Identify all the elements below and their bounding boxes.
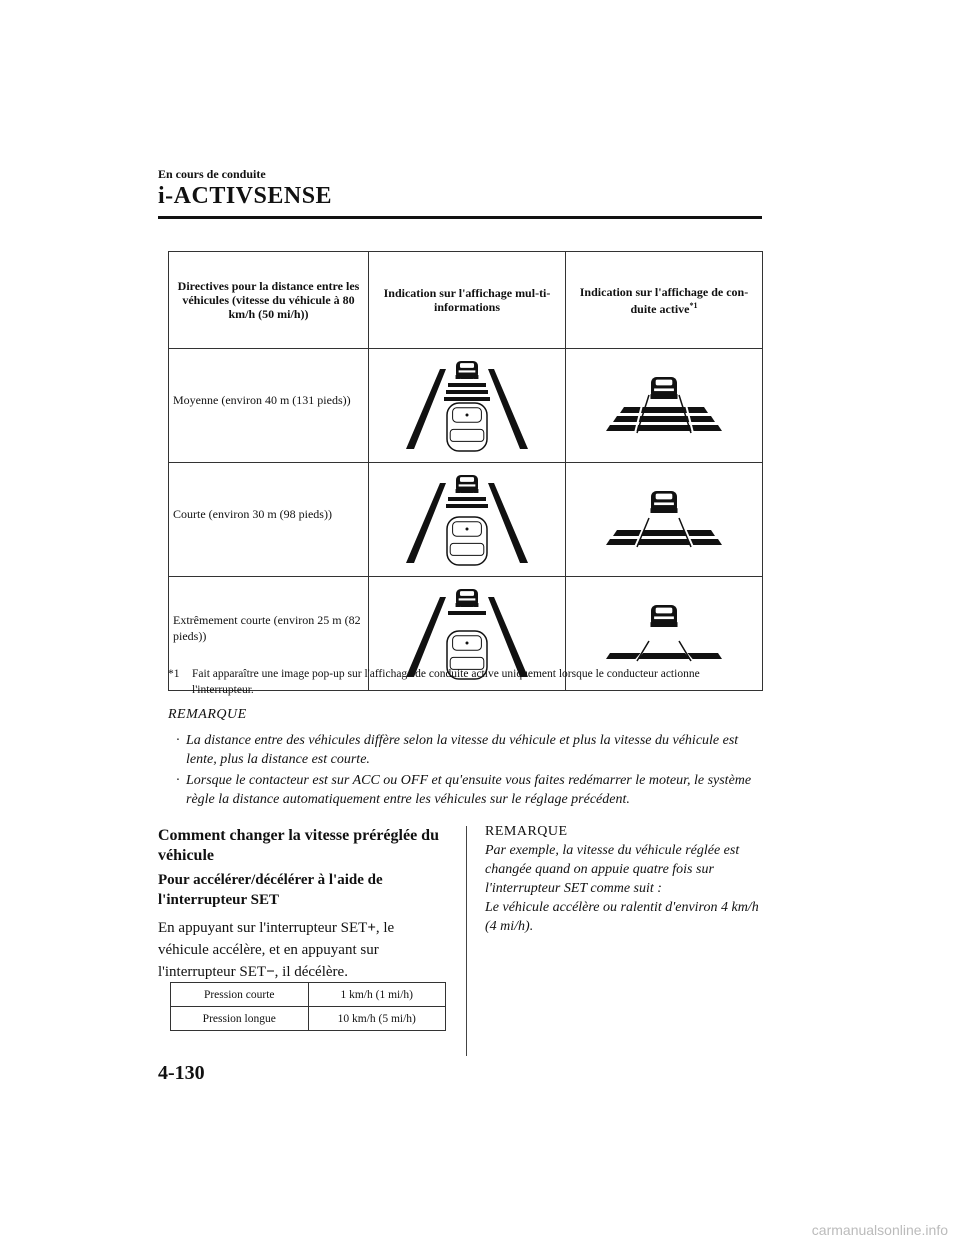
distance-bar [620,407,708,413]
note-title: REMARQUE [168,707,247,722]
distance-bar [444,397,490,401]
distance-bar [448,383,486,387]
active-display-graphic-cell [566,463,763,577]
press-value: 10 km/h (5 mi/h) [308,1007,446,1031]
table-header-row [169,252,763,349]
note-item [170,731,770,769]
lane-line-right [488,369,528,449]
header-active-display-text: Indication sur l'affichage de con-duite active [579,284,749,316]
header-distance: Directives pour la distance entre les véhicules (vitesse du véhicule à 80 km/h (50 mi/h)) [169,252,369,349]
note-item-text: La distance entre des véhicules diffère selon la vitesse du véhicule et plus la vitesse du véhicule est lente, plus la distance est courte. [186,733,739,767]
footnote-mark: *1 [689,300,698,310]
active-display-graphic-cell [566,349,763,463]
own-vehicle-icon [447,403,487,451]
watermark: carmanualsonline.info [811,1222,948,1238]
distance-bar [613,530,715,536]
column-divider [466,826,467,1056]
body-text-3: , il décélère. [274,964,348,980]
press-value: 1 km/h (1 mi/h) [308,983,446,1007]
lane-line-right [488,483,528,563]
title-rule [158,216,762,219]
section-body [158,917,448,983]
note-item-text: Lorsque le contacteur est sur ACC ou OFF et qu'ensuite vous faites redémarrer le moteur, le système règle la distance automatiquement entre les véhicules sur le réglage précédent. [186,773,752,807]
plus-icon: + [367,920,376,936]
note2 [485,822,765,936]
lead-vehicle-icon [650,491,677,513]
row-label: Courte (environ 30 m (98 pieds)) [169,463,369,577]
table-row [171,1007,446,1031]
table-row [169,463,763,577]
section-label: En cours de conduite [158,167,266,181]
lead-vehicle-icon [650,605,677,627]
own-vehicle-icon [447,517,487,565]
distance-table [168,251,763,691]
distance-bar [448,611,486,615]
distance-bar [613,416,715,422]
multi-info-distance-icon [402,473,532,567]
section-heading: Comment changer la vitesse préréglée du véhicule [158,827,439,864]
distance-bar [606,539,722,545]
lead-vehicle-icon [456,589,479,607]
press-type: Pression courte [171,983,309,1007]
press-table [170,982,446,1031]
active-display-distance-icon [597,371,731,441]
distance-bar [606,653,722,659]
active-display-distance-icon [597,485,731,555]
page-title: i-ACTIVSENSE [158,183,333,209]
lane-line-left [406,483,446,563]
lead-vehicle-icon [456,361,479,379]
distance-bar [606,425,722,431]
footnote [168,666,764,698]
press-type: Pression longue [171,1007,309,1031]
section-subheading: Pour accélérer/décélérer à l'aide de l'interrupteur SET [158,872,383,908]
footnote-text: Fait apparaître une image pop-up sur l'affichage de conduite active uniquement lorsque le conducteur actionne l'interrupteur. [192,668,700,696]
table-row [171,983,446,1007]
distance-bar [446,390,488,394]
row-label: Extrêmement courte (environ 25 m (82 pieds)) [169,577,369,691]
bullet-icon: · [176,733,180,748]
minus-icon: − [266,964,275,980]
active-display-distance-icon [597,599,731,669]
lead-vehicle-icon [650,377,677,399]
page-number: 4-130 [158,1062,205,1084]
note-text: Par exemple, la vitesse du véhicule réglée est changée quand on appuie quatre fois sur l'interrupteur SET comme suit : [485,843,740,896]
header-active-display [566,252,763,349]
distance-bar [448,497,486,501]
footnote-mark: *1 [168,668,180,680]
multi-info-distance-icon [402,359,532,453]
note-text: Le véhicule accélère ou ralentit d'environ 4 km/h (4 mi/h). [485,900,759,934]
multi-info-graphic-cell [369,349,566,463]
lead-vehicle-icon [456,475,479,493]
lane-line-right [488,597,528,677]
body-text-1: En appuyant sur l'interrupteur SET [158,920,368,936]
body-text-2: , le véhicule accélère, et en appuyant sur l'interrupteur SET [158,920,395,980]
note-item [170,771,770,809]
note-list [170,731,770,811]
row-label: Moyenne (environ 40 m (131 pieds)) [169,349,369,463]
lane-line-left [406,369,446,449]
bullet-icon: · [176,773,180,788]
table-row [169,349,763,463]
lane-line-left [406,597,446,677]
note-title: REMARQUE [485,824,568,839]
distance-bar [446,504,488,508]
multi-info-graphic-cell [369,463,566,577]
header-multi-info: Indication sur l'affichage mul-ti-informations [369,252,566,349]
